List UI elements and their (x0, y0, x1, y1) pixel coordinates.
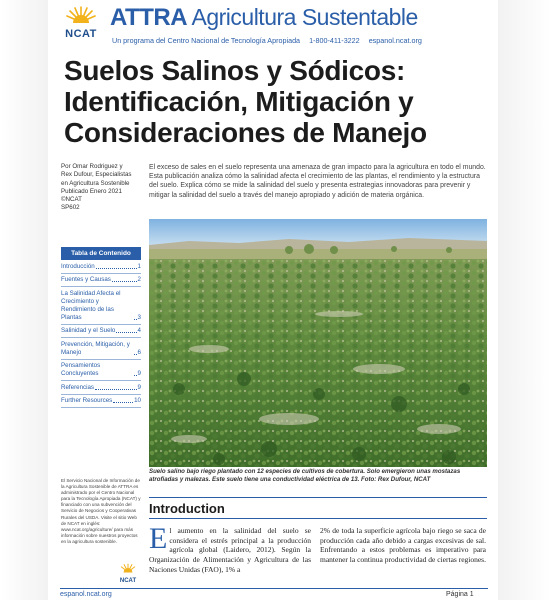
tagline-site[interactable]: espanol.ncat.org (368, 36, 422, 45)
field-photo (149, 219, 487, 467)
footer-divider (60, 588, 488, 589)
intro-text: l aumento en la salinidad del suelo se considera el estrés principal a la producción agrícola global (Laidero, 2012). Según la Organización de Alimentación y Agricultura de las Naciones Unidas (FAO), 1% a (149, 526, 311, 574)
toc-item-introduccion[interactable] (61, 260, 141, 274)
toc-item-referencias[interactable] (61, 381, 141, 395)
ncat-logo (60, 4, 102, 46)
page-shadow-left (0, 0, 48, 600)
tagline (112, 36, 429, 45)
sun-icon (118, 563, 138, 573)
toc-item-further-resources[interactable] (61, 395, 141, 409)
ncat-logo-small (114, 560, 142, 584)
logo-label: NCAT (65, 28, 97, 40)
copyright: ©NCAT (61, 196, 82, 204)
toc-item-salinidad-suelo[interactable] (61, 325, 141, 339)
author-line: Por Omar Rodriguez y (61, 163, 123, 170)
tagline-phone: 1-800-411-3222 (309, 36, 360, 45)
sun-icon (66, 6, 96, 24)
abstract: El exceso de sales en el suelo representa una amenaza de gran impacto para la agricultura en todo el mundo. Esta publicación analiza cómo la salinidad afecta el crecimiento de las plantas, el rendimiento y la estructura del suelo. Explica cómo se mide la salinidad del suelo y presenta estrategias innovadoras para prevenir y mitigar la salinidad del suelo a través del manejo apropiado y adición de materia orgánica. (149, 164, 486, 199)
toc-item-label: Introducción (61, 262, 95, 270)
intro-column-2: 2% de toda la superficie agrícola bajo riego se saca de producción cada año debido a cargas excesivas de sal. Enfrentando a estos problemas es imperativo para mantener la continua productividad de ciertas regiones. (320, 526, 486, 565)
toc-item-fuentes[interactable] (61, 274, 141, 288)
toc-heading: Tabla de Contenido (61, 247, 141, 260)
toc-item-label: La Salinidad Afecta el Crecimiento y Rendimiento de las Plantas (61, 289, 121, 321)
author-line: Rex Dufour, Especialistas (61, 171, 132, 179)
tagline-program: Un programa del Centro Nacional de Tecnología Apropiada (112, 36, 301, 45)
section-divider (149, 518, 487, 519)
toc-item-salinidad-crecimiento[interactable] (61, 287, 141, 325)
toc-item-pensamientos[interactable] (61, 360, 141, 382)
authors-block (61, 163, 145, 213)
toc-item-page: 10 (134, 397, 141, 404)
section-heading: Introduction (149, 501, 225, 516)
toc-item-label: Salinidad y el Suelo (61, 327, 116, 334)
brand-attra: ATTRA (110, 4, 188, 31)
header (60, 4, 490, 48)
toc-item-page: 6 (137, 348, 141, 356)
author-line: en Agricultura Sostenible (61, 179, 130, 187)
brand-title (110, 4, 418, 32)
toc-item-label: Prevención, Mitigación, y Manejo (61, 340, 130, 356)
toc-item-label: Referencias (61, 383, 95, 391)
publication-code: SP602 (61, 204, 80, 212)
footer-page-number: Página 1 (446, 591, 474, 598)
toc-item-page: 3 (137, 313, 141, 321)
toc-item-label: Further Resources (61, 397, 113, 404)
photo-caption: Suelo salino bajo riego plantado con 12 especies de cultivos de cobertura. Solo emergieron unas mostazas atrofiadas y malezas. Este suelo tiene una conductividad eléctrica de 13. Foto: Rex Dufour, NCAT (149, 468, 461, 484)
toc-item-page: 1 (137, 262, 141, 270)
ncat-funding-note: El Servicio Nacional de Información de la Agricultura Sostenible de ATTRA es administrado por el Centro Nacional para la Tecnología Apropiada (NCAT) y financiado con una subvención del Servicio de Negocios y Cooperativas Rurales del USDA. Visite el sitio Web de NCAT en inglés: www.ncat.org/agriculture/ para más información sobre nuestros proyectos en la agricultura sostenible. (61, 478, 141, 544)
toc-item-page: 4 (137, 327, 141, 334)
page-shadow-right (498, 0, 550, 600)
toc-item-label: Pensamientos Concluyentes (61, 362, 101, 377)
logo-label: NCAT (119, 578, 137, 584)
toc-item-page: 9 (137, 370, 141, 377)
toc-item-page: 9 (137, 383, 141, 391)
table-of-contents (61, 247, 141, 408)
toc-item-prevencion[interactable] (61, 338, 141, 360)
salinity-field-image (149, 219, 487, 467)
section-divider (149, 497, 487, 498)
title-line: Suelos Salinos y Sódicos: (64, 55, 406, 86)
title-line: Consideraciones de Manejo (64, 117, 427, 148)
brand-subtitle: Agricultura Sustentable (191, 4, 418, 30)
toc-item-page: 2 (137, 276, 141, 283)
footer-site[interactable]: espanol.ncat.org (60, 591, 112, 598)
intro-column-1 (149, 522, 311, 575)
page-title (64, 55, 494, 148)
drop-cap: E (149, 522, 168, 555)
title-line: Identificación, Mitigación y (64, 86, 414, 117)
toc-item-label: Fuentes y Causas (61, 276, 111, 283)
publish-date: Publicado Enero 2021 (61, 187, 122, 195)
